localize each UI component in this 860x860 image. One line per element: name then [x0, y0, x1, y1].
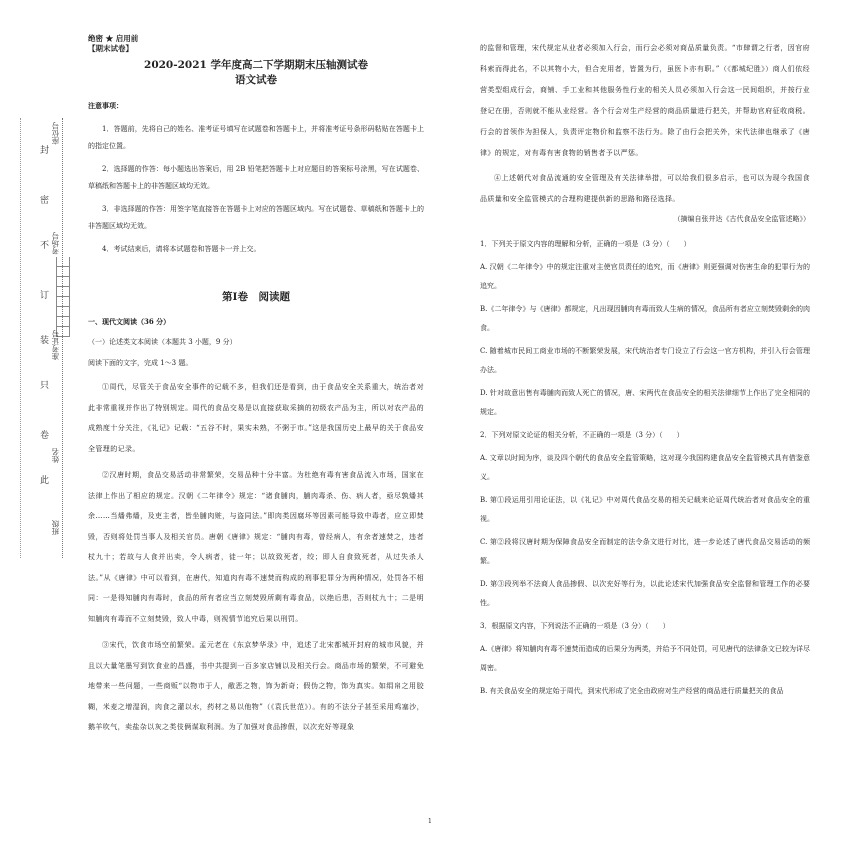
binding-char: 封	[40, 146, 50, 156]
notice-item: 3．非选择题的作答：用签字笔直接答在答题卡上对应的答题区域内。写在试题卷、草稿纸和答题卡上的非答题区域均无效。	[88, 205, 424, 230]
subpart-heading: （一）论述类文本阅读（本题共 3 小题，9 分）	[88, 338, 237, 346]
option-line: C. 第②段将汉唐时期为保障食品安全而制定的法令条文进行对比，进一步论述了唐代食品交易活动的频繁。	[480, 538, 810, 565]
binding-char: 订	[40, 291, 50, 301]
question-line: 2．下列对原文论证的相关分析，不正确的一项是（3 分）（ ）	[480, 431, 684, 439]
right-column	[480, 38, 810, 701]
passage-continuation: 的监督和管理，宋代规定从业者必须加入行会，而行会必须对商品质量负责。“市肆谓之行者，因官府科索而得此名，不以其物小大，但合充用者，皆置为行，虽医卜亦有职。”（《都城纪胜》）商人们依经营类型组成行会，商铺、手工业和其他服务性行业的相关人员必须加入行会这一民间组织，并按行业登记在册，否则就不能从业经营。各个行会对生产经营的商品质量进行把关，并帮助官府征收商税。行会的首领作为担保人，负责评定物价和监察不法行为。除了由行会把关外，宋代法律也继承了《唐律》的规定，对有毒有害食物的销售者予以严惩。	[480, 44, 810, 157]
option-line: D. 针对故意出售有毒脯肉而致人死亡的情况，唐、宋两代在食品安全的相关法律细节上作出了完全相同的规定。	[480, 389, 810, 416]
exam-title: 2020-2021 学年度高二下学期期末压轴测试卷	[144, 59, 368, 71]
section-title: 第Ⅰ卷 阅读题	[222, 291, 290, 303]
binding-char: 不	[40, 241, 50, 251]
passage-source: （摘编自张井达《古代食品安全监管述略》）	[673, 215, 810, 223]
admission-number-label: 准考证号	[51, 330, 60, 360]
exam-subtitle: 语文试卷	[235, 74, 277, 86]
notice-item: 2．选择题的作答：每小题选出答案后，用 2B 铅笔把答题卡上对应题目的答案标号涂黑，写在试题卷、草稿纸和答题卡上的非答题区域均无效。	[88, 165, 424, 190]
binding-char: 此	[40, 476, 50, 486]
notice-heading: 注意事项：	[88, 101, 123, 110]
binding-line-inner	[62, 118, 64, 558]
notice-item: 1．答题前，先将自己的姓名、准考证号填写在试题卷和答题卡上，并将准考证号条形码粘贴在答题卡上的指定位置。	[88, 125, 424, 150]
reading-instruction: 阅读下面的文字，完成 1～3 题。	[88, 359, 193, 367]
option-line: B. 有关食品安全的规定始于周代，到宋代形成了完全由政府对生产经营的商品进行质量把关的食品	[480, 687, 784, 695]
option-line: A. 文章以时间为序，谈及四个朝代的食品安全监管策略，这对现今我国构建食品安全监管模式具有借鉴意义。	[480, 454, 810, 481]
option-line: C. 随着城市民间工商业市场的不断繁荣发展，宋代统治者专门设立了行会这一官方机构，并引入行会管理办法。	[480, 347, 810, 374]
option-line: A. 汉朝《二年律令》中的规定注重对主使官员责任的追究，而《唐律》则更强调对伤害生命的犯罪行为的追究。	[480, 263, 810, 290]
passage-paragraph: ③宋代，饮食市场空前繁荣。孟元老在《东京梦华录》中，追述了北宋都城开封府的城市风貌，并且以大量笔墨写到饮食业的昌盛，书中共提到一百多家店铺以及相关行会。商品市场的繁荣，不可避免地带来一些问题，一些商贩“以物市于人，敝恶之物，饰为新奇；假伪之物，饰为真实。如绢帛之用胶糊，米麦之增湿润，肉食之灌以水，药材之易以他物”（《袁氏世范》）。有的不法分子甚至采用鸡塞沙，鹅羊吹气，卖盐杂以灰之类伎俩谋取利润。为了加强对食品掺假，以次充好等现象	[88, 641, 424, 731]
question-line: 1．下列关于原文内容的理解和分析，正确的一项是（3 分）（ ）	[480, 240, 691, 248]
binding-char: 密	[40, 196, 50, 206]
exam-tag: 【期末试卷】	[88, 44, 133, 53]
passage-paragraph: ①周代，尽管关于食品安全事件的记载不多，但我们还是看到，由于食品安全关系重大，统治者对此非常重视并作出了特别规定。周代的食品交易是以直接获取采摘的初级农产品为主，所以对农产品的成熟度十分关注，《礼记》记载：“五谷不时，果实未熟，不粥于市。”这是我国历史上最早的关于食品安全管理的记录。	[88, 383, 424, 453]
question-line: 3．根据原文内容，下列说法不正确的一项是（3 分）（ ）	[480, 622, 670, 630]
name-label: 姓名	[51, 448, 60, 463]
binding-char: 装	[40, 336, 50, 346]
notice-block	[88, 100, 424, 258]
part-heading: 一、现代文阅读（36 分）	[88, 317, 171, 326]
confidential-mark: 绝密 ★ 启用前	[88, 34, 139, 43]
binding-char: 卷	[40, 431, 50, 441]
exam-room-boxes	[56, 257, 70, 337]
option-line: A.《唐律》将知脯肉有毒不速焚而造成的后果分为两类，并给予不同处罚，可见唐代的法律条文已较为详尽周密。	[480, 645, 810, 672]
class-label: 班级	[51, 520, 60, 535]
passage-paragraph: ④上述朝代对食品流通的安全管理及有关法律举措，可以给我们很多启示，也可以为现今我国食品质量和安全监管模式的合理构建提供新的思路和路径选择。	[480, 174, 810, 203]
option-line: B. 第①段运用引用论证法，以《礼记》中对周代食品交易的相关记载来论证周代统治者对食品安全的重视。	[480, 496, 810, 523]
reading-part	[88, 316, 424, 738]
binding-line-outer	[20, 118, 22, 558]
seat-number-label: 座位号	[51, 122, 60, 145]
binding-char: 只	[40, 381, 50, 391]
page-number: 1	[428, 818, 432, 825]
notice-item: 4．考试结束后，请将本试题卷和答题卡一并上交。	[102, 245, 261, 253]
exam-room-label: 考场号	[51, 232, 60, 255]
option-line: D. 第③段列举不法商人食品掺假、以次充好等行为，以此论述宋代加强食品安全监督和管理工作的必要性。	[480, 580, 810, 607]
option-line: B.《二年律令》与《唐律》都规定，凡出现因脯肉有毒而致人生病的情况，食品所有者应立刻焚毁剩余的肉食。	[480, 305, 810, 332]
passage-paragraph: ②汉唐时期，食品交易活动非常繁荣，交易品种十分丰富。为杜绝有毒有害食品流入市场，国家在法律上作出了相应的规定。汉朝《二年律令》规定：“诸食脯肉，脯肉毒杀、伤、病人者，亟尽孰燔其余……当燔弗燔，及吏主者，皆坐脯肉赃，与盗同法。”即肉类因腐坏等因素可能导致中毒者，应立即焚毁，否则将处罚当事人及相关官员。唐朝《唐律》规定：“脯肉有毒，曾经病人，有余者速焚之，违者杖九十；若故与人食并出卖，令人病者，徒一年；以故致死者，绞；即人自食致死者，从过失杀人法。”从《唐律》中可以看到，在唐代，知道肉有毒不速焚而构成的刑事犯罪分为两种情况，处罚各不相同：一是得知脯肉有毒时，食品的所有者应当立刻焚毁所剩有毒食品，以绝后患，否则杖九十；二是明知脯肉有毒而不立刻焚毁，致人中毒，则视情节追究后果以刑罚。	[88, 471, 424, 623]
